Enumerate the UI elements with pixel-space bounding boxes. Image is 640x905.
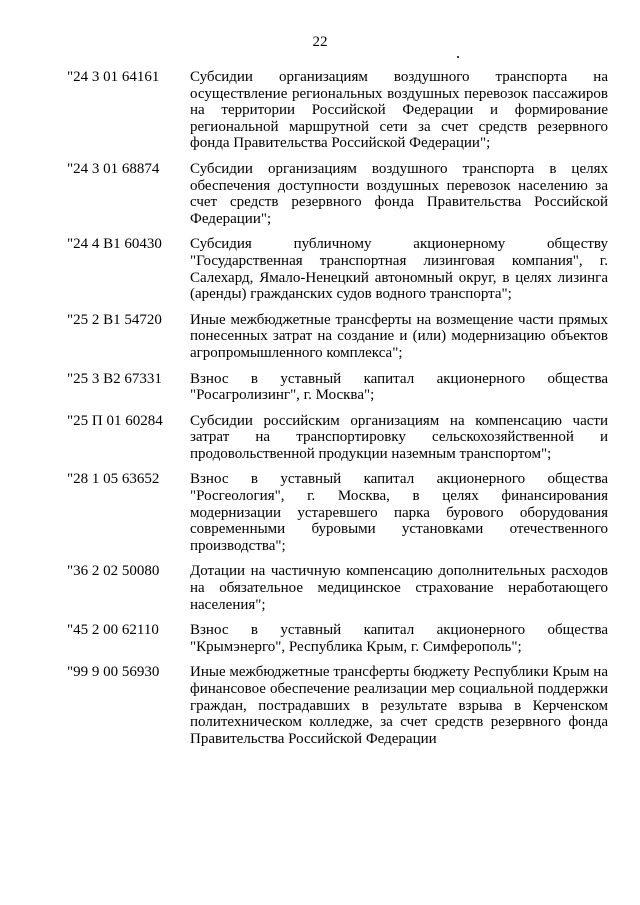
budget-description: Взнос в уставный капитал акционерного общества "Росагролизинг", г. Москва"; [190, 370, 608, 404]
budget-description: Субсидия публичному акционерному обществу "Государственная транспортная лизинговая компания", г. Салехард, Ямало-Ненецкий автономный округ, в целях лизинга (аренды) гражданских судов водного транспорта"; [190, 236, 608, 303]
budget-description: Взнос в уставный капитал акционерного общества "Крымэнерго", Республика Крым, г. Симферополь"; [190, 622, 608, 655]
budget-code: "25 3 B2 67331 [67, 370, 162, 387]
list-item [0, 371, 640, 404]
budget-code: "25 2 B1 54720 [67, 311, 162, 328]
budget-description: Субсидии организациям воздушного транспорта в целях обеспечения доступности воздушных перевозок населению за счет средств резервного фонда Правительства Российской Федерации"; [190, 160, 608, 227]
list-item [0, 236, 640, 302]
budget-code: "24 3 01 64161 [67, 69, 160, 85]
budget-code: "25 П 01 60284 [67, 412, 163, 429]
budget-code: "45 2 00 62110 [67, 622, 159, 639]
list-item [0, 664, 640, 747]
budget-code: "28 1 05 63652 [67, 471, 160, 488]
budget-description: Взнос в уставный капитал акционерного общества "Росгеология", г. Москва, в целях финансирования модернизации устаревшего парка бурового оборудования современными буровыми установками отечественного производства"; [190, 471, 608, 554]
budget-code: "24 4 B1 60430 [67, 236, 162, 253]
list-item [0, 563, 640, 613]
budget-description: Иные межбюджетные трансферты на возмещение части прямых понесенных затрат на создание и (или) модернизацию объектов агропромышленного комплекса"; [190, 311, 608, 361]
list-item [0, 471, 640, 554]
budget-description: Субсидии российским организациям на компенсацию части затрат на транспортировку сельскохозяйственной и продовольственной продукции наземным транспортом"; [190, 412, 608, 462]
stray-mark [457, 56, 459, 58]
budget-code-list [0, 69, 640, 756]
budget-description: Субсидии организациям воздушного транспорта на осуществление региональных воздушных перевозок пассажиров на территории Российской Федерации и формирование региональной маршрутной сети за счет средств резервного фонда Правительства Российской Федерации"; [190, 69, 608, 152]
budget-code: "24 3 01 68874 [67, 160, 160, 177]
list-item [0, 161, 640, 227]
budget-description: Дотации на частичную компенсацию дополнительных расходов на обязательное медицинское страхование неработающего населения"; [190, 563, 608, 613]
list-item [0, 69, 640, 152]
budget-code: "36 2 02 50080 [67, 563, 160, 580]
list-item [0, 622, 640, 655]
list-item [0, 312, 640, 362]
budget-code: "99 9 00 56930 [67, 664, 160, 681]
page-number: 22 [312, 34, 328, 50]
list-item [0, 413, 640, 463]
budget-description: Иные межбюджетные трансферты бюджету Республики Крым на финансовое обеспечение реализации мер социальной поддержки граждан, пострадавших в результате взрыва в Керченском политехническом колледже, за счет средств резервного фонда Правительства Российской Федерации [190, 664, 608, 747]
